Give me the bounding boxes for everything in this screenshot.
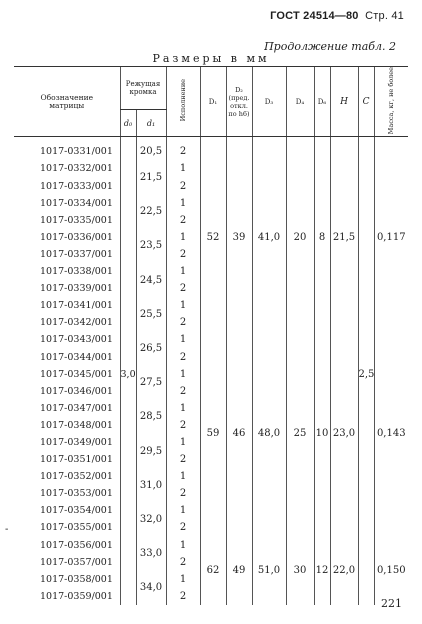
page-header: [270, 10, 404, 22]
continuation-note: Продолжение табл. 2: [264, 40, 396, 53]
group2-D3: 48,0: [252, 331, 286, 536]
C-value: 2,5: [358, 143, 374, 605]
group2-D1: 59: [200, 331, 226, 536]
variant-cell: 2: [166, 348, 200, 365]
d1-cell: 34,0: [136, 571, 166, 605]
col-mass: [374, 67, 408, 137]
d1-cell: 21,5: [136, 160, 166, 194]
variant-cell: 1: [166, 536, 200, 553]
table-row: 1017-0354/001: [40, 505, 113, 517]
group1-D4: 20: [286, 143, 314, 331]
variant-cell: 2: [166, 314, 200, 331]
group2-D4: 25: [286, 331, 314, 536]
dimensions-table: [14, 66, 408, 605]
table-row: 1017-0348/001: [40, 419, 113, 431]
table-row: 1017-0342/001: [40, 317, 113, 329]
group1-mass: 0,117: [374, 143, 408, 331]
d1-cell: 33,0: [136, 536, 166, 570]
variant-cell: 2: [166, 485, 200, 502]
variant-cell: 1: [166, 468, 200, 485]
col-variant: [166, 67, 200, 137]
table-row: 1017-0349/001: [40, 436, 113, 448]
col-mass-label: Масса, кг, не более: [386, 67, 395, 135]
page-number: 221: [381, 597, 402, 610]
table-row: 1017-0331/001: [40, 146, 113, 158]
d1-cell: 23,5: [136, 229, 166, 263]
col-d1: d₁: [136, 110, 166, 137]
table-row: 1017-0356/001: [40, 539, 113, 551]
table-row: 1017-0347/001: [40, 402, 113, 414]
variant-cell: 2: [166, 178, 200, 195]
variant-cell: 2: [166, 212, 200, 229]
d1-cell: 22,5: [136, 195, 166, 229]
group2-H: 23,0: [330, 331, 358, 536]
table-row: 1017-0344/001: [40, 351, 113, 363]
variant-cell: 1: [166, 434, 200, 451]
col-d0: d₀: [120, 110, 136, 137]
group1-D6: 8: [314, 143, 330, 331]
variant-cell: 2: [166, 143, 200, 160]
col-D4: D₄: [286, 67, 314, 137]
variant-cell: 2: [166, 383, 200, 400]
variant-cell: 2: [166, 246, 200, 263]
col-designation: Обозначение матрицы: [14, 67, 120, 137]
col-D1: D₁: [200, 67, 226, 137]
d0-value: 3,0: [120, 143, 136, 605]
group2-D2: 46: [226, 331, 252, 536]
variant-cell: 2: [166, 280, 200, 297]
d1-cell: 27,5: [136, 366, 166, 400]
group1-D3: 41,0: [252, 143, 286, 331]
group3-D6: 12: [314, 536, 330, 604]
table-row: 1017-0336/001: [40, 231, 113, 243]
d1-cell: 24,5: [136, 263, 166, 297]
d1-cell: 28,5: [136, 400, 166, 434]
table-caption: Размеры в мм: [152, 52, 270, 65]
table-row: 1017-0337/001: [40, 248, 113, 260]
variant-cell: 1: [166, 160, 200, 177]
d1-cell: 26,5: [136, 331, 166, 365]
table-row: 1017-0333/001: [40, 180, 113, 192]
variant-cell: 1: [166, 571, 200, 588]
table-row: 1017-0355/001: [40, 522, 113, 534]
margin-mark: -: [5, 524, 9, 535]
variant-cell: 1: [166, 502, 200, 519]
variant-cell: 1: [166, 229, 200, 246]
standard-number: ГОСТ 24514—80: [270, 10, 359, 22]
variant-cell: 2: [166, 417, 200, 434]
group3-D4: 30: [286, 536, 314, 604]
table-row: 1017-0334/001: [40, 197, 113, 209]
variant-cell: 1: [166, 263, 200, 280]
d1-cell: 20,5: [136, 143, 166, 160]
group1-H: 21,5: [330, 143, 358, 331]
table-row: 1017-0359/001: [40, 590, 113, 602]
table-row: 1017-0335/001: [40, 214, 113, 226]
variant-cell: 1: [166, 195, 200, 212]
d1-cell: 31,0: [136, 468, 166, 502]
col-D3: D₃: [252, 67, 286, 137]
table-row: 1017-0353/001: [40, 488, 113, 500]
variant-cell: 1: [166, 366, 200, 383]
col-H: H: [330, 67, 358, 137]
col-D2: D₂ (пред. откл. по h6): [226, 67, 252, 137]
table-row: 1017-0338/001: [40, 266, 113, 278]
d1-cell: 32,0: [136, 502, 166, 536]
variant-cell: 2: [166, 519, 200, 536]
group3-D1: 62: [200, 536, 226, 604]
group3-mass: 0,150: [374, 536, 408, 604]
table-row: 1017-0346/001: [40, 385, 113, 397]
table-row: 1017-0345/001: [40, 368, 113, 380]
page-ref: Стр. 41: [365, 10, 404, 22]
group3-D3: 51,0: [252, 536, 286, 604]
variant-cell: 2: [166, 554, 200, 571]
table-row: 1017-0357/001: [40, 556, 113, 568]
table-row: 1017-0343/001: [40, 334, 113, 346]
table-row: 1017-0339/001: [40, 283, 113, 295]
group1-D2: 39: [226, 143, 252, 331]
table-row: 1017-0341/001: [40, 300, 113, 312]
variant-cell: 1: [166, 331, 200, 348]
group1-D1: 52: [200, 143, 226, 331]
group2-mass: 0,143: [374, 331, 408, 536]
col-variant-label: Исполнение: [178, 79, 187, 122]
group2-D6: 10: [314, 331, 330, 536]
variant-cell: 2: [166, 588, 200, 605]
variant-cell: 1: [166, 297, 200, 314]
d1-cell: 29,5: [136, 434, 166, 468]
table-row: 1017-0358/001: [40, 573, 113, 585]
table-row: 1017-0351/001: [40, 454, 113, 466]
col-D6: D₆: [314, 67, 330, 137]
table-row: 1017-0332/001: [40, 163, 113, 175]
group3-D2: 49: [226, 536, 252, 604]
d1-cell: 25,5: [136, 297, 166, 331]
col-working-edge: Режущая кромка: [120, 67, 166, 110]
table-row: 1017-0352/001: [40, 471, 113, 483]
col-C: C: [358, 67, 374, 137]
variant-cell: 1: [166, 400, 200, 417]
group3-H: 22,0: [330, 536, 358, 604]
variant-cell: 2: [166, 451, 200, 468]
